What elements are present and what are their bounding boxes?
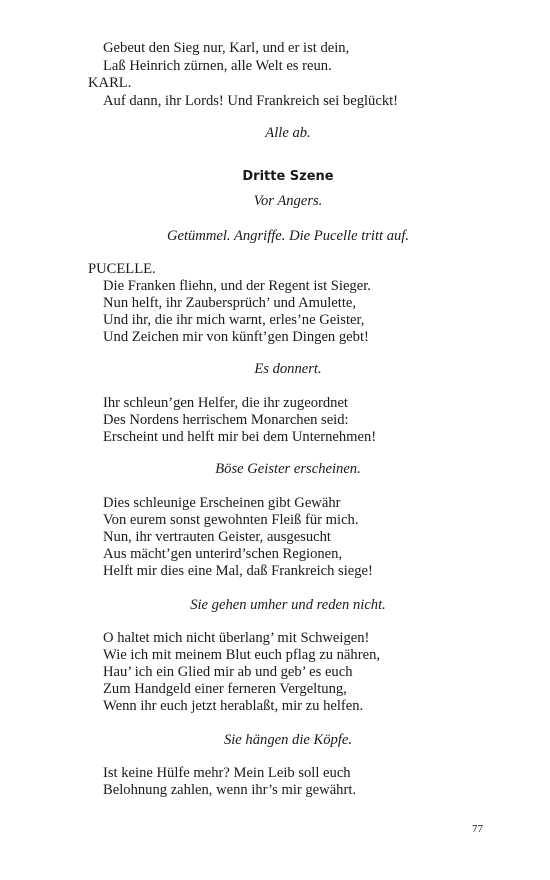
verse-line: Wie ich mit meinem Blut euch pflag zu nähren, xyxy=(103,647,381,663)
verse-line: Erscheint und helft mir bei dem Unternehmen! xyxy=(103,429,377,445)
verse-line: Und ihr, die ihr mich warnt, erles’ne Geister, xyxy=(103,312,365,328)
verse-line: Gebeut den Sieg nur, Karl, und er ist dein, xyxy=(103,40,350,56)
stage-direction: Alle ab. xyxy=(265,125,311,141)
verse-line: Wenn ihr euch jetzt herablaßt, mir zu helfen. xyxy=(103,698,364,714)
verse-line: Belohnung zahlen, wenn ihr’s mir gewährt. xyxy=(103,782,357,798)
verse-line: Hau’ ich ein Glied mir ab und geb’ es euch xyxy=(103,664,353,680)
verse-line: Des Nordens herrischem Monarchen seid: xyxy=(103,412,349,428)
stage-direction: Sie hängen die Köpfe. xyxy=(223,732,353,748)
stage-direction: Es donnert. xyxy=(254,361,322,377)
verse-line: Die Franken fliehn, und der Regent ist Sieger. xyxy=(103,278,371,294)
scene-heading: Dritte Szene xyxy=(242,169,334,184)
verse-line: Nun, ihr vertrauten Geister, ausgesucht xyxy=(103,529,331,545)
verse-line: Dies schleunige Erscheinen gibt Gewähr xyxy=(103,495,341,511)
page-number: 77 xyxy=(472,823,483,835)
stage-direction: Getümmel. Angriffe. Die Pucelle tritt auf. xyxy=(166,228,410,244)
verse-line: Laß Heinrich zürnen, alle Welt es reun. xyxy=(103,58,332,74)
verse-line: Nun helft, ihr Zaubersprüch’ und Amulette, xyxy=(103,295,357,311)
stage-direction: Böse Geister erscheinen. xyxy=(215,461,361,477)
scene-location: Vor Angers. xyxy=(253,193,323,209)
verse-line: Ist keine Hülfe mehr? Mein Leib soll euch xyxy=(103,765,351,781)
verse-line: Aus mächt’gen unterird’schen Regionen, xyxy=(103,546,343,562)
verse-line: O haltet mich nicht überlang’ mit Schweigen! xyxy=(103,630,370,646)
speaker-name: PUCELLE. xyxy=(88,261,156,277)
verse-line: Helft mir dies eine Mal, daß Frankreich siege! xyxy=(103,563,373,579)
verse-line: Zum Handgeld einer ferneren Vergeltung, xyxy=(103,681,347,697)
verse-line: Und Zeichen mir von künft’gen Dingen gebt! xyxy=(103,329,369,345)
verse-line: Von eurem sonst gewohnten Fleiß für mich. xyxy=(103,512,359,528)
stage-direction: Sie gehen umher und reden nicht. xyxy=(190,597,386,613)
speaker-name: KARL. xyxy=(88,75,132,91)
verse-line: Ihr schleun’gen Helfer, die ihr zugeordnet xyxy=(103,395,348,411)
verse-line: Auf dann, ihr Lords! Und Frankreich sei beglückt! xyxy=(103,93,399,109)
